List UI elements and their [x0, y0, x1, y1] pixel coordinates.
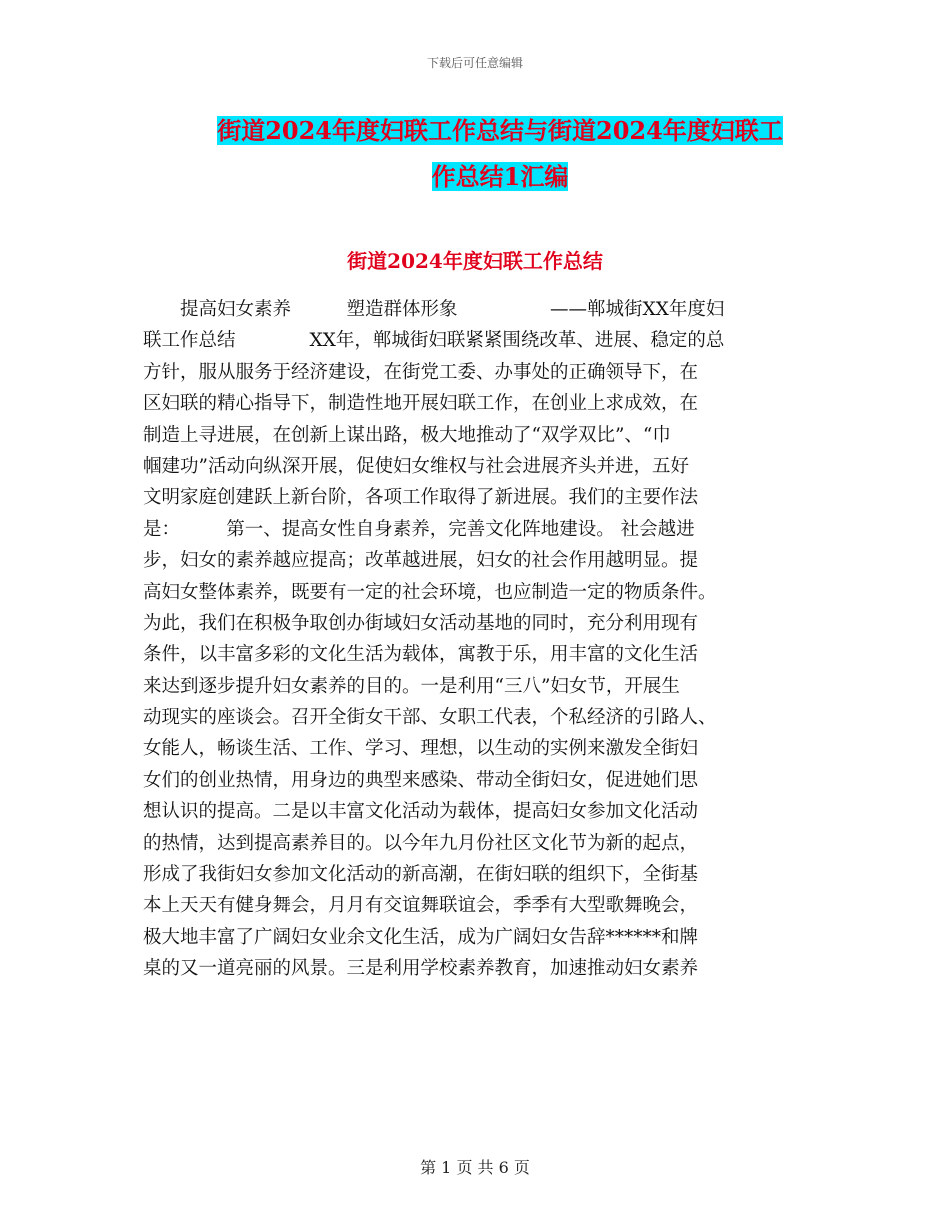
body-line: 是： 第一、提高女性自身素养，完善文化阵地建设。 社会越进	[143, 518, 695, 540]
body-line: 为此，我们在积极争取创办街域妇女活动基地的同时，充分利用现有	[143, 612, 699, 634]
section-title: 街道2024年度妇联工作总结	[347, 249, 603, 273]
body-line: 本上天天有健身舞会，月月有交谊舞联谊会，季季有大型歌舞晚会，	[143, 895, 699, 917]
title-line-1: 街道2024年度妇联工作总结与街道2024年度妇联工	[217, 116, 783, 145]
body-line: 动现实的座谈会。召开全街女干部、女职工代表，个私经济的引路人、	[143, 707, 717, 729]
body-line: 来达到逐步提升妇女素养的目的。一是利用“三八”妇女节，开展生	[143, 675, 680, 697]
body-line: 形成了我街妇女参加文化活动的新高潮，在街妇联的组织下，全街基	[143, 864, 699, 886]
body-line: 极大地丰富了广阔妇女业余文化生活，成为广阔妇女告辞******和牌	[143, 926, 699, 948]
body-line: 方针，服从服务于经济建设，在街党工委、办事处的正确领导下，在	[143, 361, 699, 383]
body-line: 制造上寻进展，在创新上谋出路，极大地推动了“双学双比”、“巾	[143, 424, 671, 446]
body-line: 条件，以丰富多彩的文化生活为载体，寓教于乐，用丰富的文化生活	[143, 644, 699, 666]
body-line: 高妇女整体素养，既要有一定的社会环境，也应制造一定的物质条件。	[143, 581, 717, 603]
body-line: 区妇联的精心指导下，制造性地开展妇联工作，在创业上求成效，在	[143, 393, 699, 415]
title-line-2: 作总结1汇编	[431, 162, 569, 191]
body-line: 想认识的提高。二是以丰富文化活动为载体，提高妇女参加文化活动	[143, 801, 699, 823]
body-line: 提高妇女素养 塑造群体形象 ——郸城街XX年度妇	[143, 299, 725, 320]
body-text	[143, 294, 808, 985]
page-footer: 第 1 页 共 6 页	[420, 1158, 530, 1177]
body-line: 联工作总结 XX年，郸城街妇联紧紧围绕改革、进展、稳定的总	[143, 330, 725, 352]
body-line: 桌的又一道亮丽的风景。三是利用学校素养教育，加速推动妇女素养	[143, 958, 699, 980]
body-line: 文明家庭创建跃上新台阶，各项工作取得了新进展。我们的主要作法	[143, 487, 699, 509]
body-line: 女们的创业热情，用身边的典型来感染、带动全街妇女，促进她们思	[143, 769, 699, 791]
body-line: 的热情，达到提高素养目的。以今年九月份社区文化节为新的起点，	[143, 832, 699, 854]
header-note: 下载后可任意编辑	[426, 56, 523, 70]
document-title	[150, 108, 850, 200]
body-line: 女能人，畅谈生活、工作、学习、理想，以生动的实例来激发全街妇	[143, 738, 699, 760]
body-line: 帼建功”活动向纵深开展，促使妇女维权与社会进展齐头并进，五好	[143, 455, 689, 477]
body-line: 步，妇女的素养越应提高；改革越进展，妇女的社会作用越明显。提	[143, 550, 699, 572]
